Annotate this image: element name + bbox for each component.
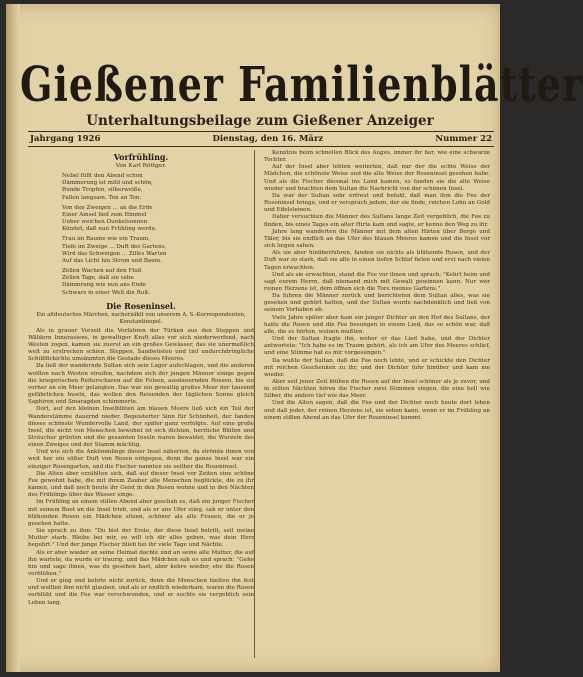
poem-line: Trau im Baume wie ein Traum, — [62, 236, 151, 243]
poem-line: Schwarz in einer Welt die Ruß. — [62, 289, 150, 296]
newspaper-title: Gießener Familienblätter — [20, 56, 583, 113]
poem-line: Zellen Wachen auf den Fluß — [62, 268, 142, 275]
story-paragraph: Aber seit jener Zeit blühen die Rosen auf der Insel schöner als je zuvor, und in stillen Nächten hören die Fischer zwei Stimmen singen, die eine hell wie Silber, die andere tief wie das Meer. — [264, 379, 490, 400]
poem-stanza — [62, 236, 254, 265]
newspaper-subtitle: Unterhaltungsbeilage zum Gießener Anzeiger — [86, 113, 434, 129]
dateline-bar — [28, 131, 494, 147]
story-paragraph: Sie sprach zu ihm: "Du bist der Erste, der diese Insel betritt, seit meine Mutter starb. Bleibe bei mir, so will ich dir alles geben, was dein Herz begehrt." Und der junge Fischer blieb bei ihr viele Tage und Nächte. — [28, 528, 254, 549]
story-paragraph: Und er ging und kehrte nicht zurück, denn die Menschen hielten ihn fest und wollten ihm nicht glauben, und als er endlich wiederkam, waren die Rosen verblüht und die Fee war verschwunden, und er suchte sie vergeblich sein Leben lang. — [28, 578, 254, 606]
story-subtitle: Ein altdeutsches Märchen, nacherzählt von unserem A. S.-Korrespondenten, Konstantinopel. — [36, 311, 246, 325]
story-paragraph: Im Frühling an einem stillen Abend aber geschah es, daß ein junger Fischer mit seinem Boot an die Insel trieb, und als er ans Ufer stieg, sah er unter den blühenden Rosen ein Mädchen sitzen, schöner als alle Frauen, die er je gesehen hatte. — [28, 499, 254, 527]
poem-line: Dämmerung ist mild und schön, — [62, 180, 153, 187]
poem-body — [28, 173, 254, 297]
issue-date: Dienstag, den 16. März — [212, 134, 324, 144]
poem-line: Zellen Tage, daß sie sehe — [62, 275, 134, 282]
poem-author: Von Karl Röttger. — [115, 163, 167, 169]
poem-stanza — [62, 205, 254, 234]
story-paragraph: Viele Jahre später aber kam ein junger Dichter an den Hof des Sultans, der hatte die Rosen und die Fee besungen in einem Lied, das so schön war, daß alle, die es hörten, weinen mußten. — [264, 314, 490, 335]
story-title: Die Roseninsel. — [106, 300, 176, 311]
poem-line: Ueber weichen Dunkelsonnen — [62, 219, 148, 226]
poem-line: Von den Zweigen ... an die Erde — [62, 204, 153, 211]
story-paragraph: Dort, auf den kleinen Inselblüten am blauen Meere ließ sich ein Teil der Wanderstämme dauernd nieder. Begeisterter Sinn für Schönheit, der fanden dieses schönste Wundervolle Land, der später ganz verfolgte. Auf eine große Insel, die nicht von Menschen bewohnt ist sich dichten, herrliche Blüten und Sträucher grünten und die gesamten Inseln waren bewaldet, die Wurzeln des einen Zweiges und der Stamm mächtig. — [28, 406, 254, 449]
poem-line: Tiefe im Zweige ... Duft des Gartens, — [62, 243, 167, 250]
story-paragraph: Da war der Sultan sehr erfreut und befahl, daß man ihm die Fee der Roseninsel bringe, und er versprach jedem, der sie finde, reichen Lohn an Gold und Edelsteinen. — [264, 192, 490, 214]
story-paragraph: Und die Alten sagen, daß die Fee und der Dichter noch heute dort leben und daß jeder, der reinen Herzens ist, sie sehen kann, wenn er im Frühling an einem stillen Abend an das Ufer der Roseninsel kommt. — [264, 400, 490, 421]
story-paragraph: Und wie sich die Ankömmlinge dieser Insel näherten, da strömte ihnen von weit her ein süßer Duft von Rosen entgegen, denn die ganze Insel war ein einziger Rosengarten, und die Fischer nannten sie seither die Roseninsel. — [28, 449, 254, 470]
story-paragraph: Da wußte der Sultan, daß die Fee noch lebte, und er schickte den Dichter mit reichen Geschenken zu ihr, und der Dichter fuhr hinüber und kam nie wieder. — [264, 357, 490, 378]
story-paragraph: Als in grauer Vorzeit die Vorfahren der Türken aus den Steppen und Wäldern Innerasiens, in gewaltiger Kraft alles vor sich niederwerfend, nach Westen zogen, kamen sie zuerst an ein großes Gewässer, das sie unermeßlich weit zu erstrecken schien. Steppen, Sandwüsten und tief undurchdringliche Schilfdickichte umsäumten die Gestade dieses Meeres. — [28, 327, 254, 363]
story-paragraph: Und als sie erwachten, stand die Fee vor ihnen und sprach: "Kehrt heim und sagt eurem Herrn, daß niemand mich mit Gewalt gewinnen kann. Nur wer reinen Herzens ist, dem öffnen sich die Tore meines Gartens." — [264, 271, 490, 292]
poem-stanza — [62, 268, 254, 297]
poem-line: Nebel füllt den Abend schon — [62, 173, 143, 180]
poem-line: Dämmrung wie nun ans Ende — [62, 282, 147, 289]
story-paragraph: Daher versuchten die Männer des Sultans lange Zeit vergeblich, die Fee zu finden, bis eines Tages ein alter Hirte kam und sagte, er kenne den Weg zu ihr. — [264, 214, 490, 228]
left-column — [28, 150, 254, 662]
issue-year: Jahrgang 1926 — [30, 134, 101, 144]
story-paragraph: Als er aber wieder an seine Heimat dachte und an seine alte Mutter, die auf ihn wartete, da wurde er traurig, und das Mädchen sah es und sprach: "Gehe hin und sage ihnen, was du gesehen hast, aber kehre wieder, ehe die Rosen verblühen." — [28, 549, 254, 577]
story-paragraph: Die Alten aber erzählten sich, daß auf dieser Insel vor Zeiten eine schöne Fee gewohnt habe, die mit ihrem Zauber alle Menschen beglückte, die zu ihr kamen, und daß noch heute ihr Geist in den Rosen wohne und in den Nächten des Frühlings über das Wasser singe. — [28, 470, 254, 499]
poem-title: Vorfrühling. — [113, 152, 169, 162]
poem-line: Wird das Schweigen ... Zilles Warten — [62, 250, 167, 257]
story-paragraph: Auf der Insel aber lebten weiterhin, daß nur der die echte Weise der Mädchen, die schönste Weise und die alte Weise der Roseninsel gesehen habe. Und als die Fischer diesmal ins Land kamen, so fanden sie die alte Weise wieder und brachten dem Sultan die Nachricht von der schönen Insel. — [264, 164, 490, 192]
poem-line: Einer Amsel lied zum Himmel — [62, 211, 147, 218]
right-column — [264, 150, 490, 662]
story-text-right — [264, 150, 490, 422]
page-binding-edge — [6, 4, 20, 672]
article-columns — [28, 150, 490, 662]
story-text-left — [28, 328, 254, 607]
poem-line: Auf das Licht hin Strom und Baum. — [62, 257, 162, 264]
story-paragraph: Da fuhren die Männer zurück und berichteten dem Sultan alles, was sie gesehen und gehört hatten, und der Sultan wurde nachdenklich und ließ von seinem Vorhaben ab. — [264, 293, 490, 314]
column-divider — [254, 150, 255, 658]
issue-number: Nummer 22 — [435, 134, 492, 144]
masthead — [20, 56, 583, 129]
poem-line: Fallen langsam. Ton an Ton. — [62, 194, 142, 201]
poem-line: Kündet, daß nun Frühling werde. — [62, 226, 157, 233]
poem-line: Runde Tropfen, silberweiße, — [62, 187, 143, 194]
story-paragraph: Und der Sultan fragte ihn, woher er das Lied habe, und der Dichter antwortete: "Ich habe es im Traum gehört, als ich am Ufer des Meeres schlief, und eine Stimme hat es mir vorgesungen." — [264, 336, 490, 357]
poem-stanza — [62, 173, 254, 202]
story-paragraph: Da ließ der wandernde Sultan sich sein Lager aufschlagen, und die anderen wollten nach Westen streifen, nachdem sich der jungen Männer einige gegen die kriegerischen Reiterscharen auf die Felsen, ausdauernden Rossen, bis sie vorher an ein Meer gelangten. Das war ein gewaltig großes Meer der tausend gefährlichen Inseln, das wollen den Reisenden der täglichen Sonne gleich Saphiren und Smaragden schimmerte. — [28, 363, 254, 406]
story-paragraph: Als sie aber hinüberfuhren, fanden sie nichts als blühende Rosen, und der Duft war so stark, daß sie alle in einen tiefen Schlaf fielen und erst nach vielen Tagen erwachten. — [264, 250, 490, 271]
story-paragraph: Jahre lang wanderten die Männer mit dem alten Hirten über Berge und Täler, bis sie endlich an das Ufer des blauen Meeres kamen und die Insel vor sich liegen sahen. — [264, 228, 490, 250]
story-paragraph: Kenntnis beim schnellen Blick des Auges, immer ihr her, wie eine schwarze Tochter. — [264, 150, 490, 164]
newspaper-page — [6, 4, 583, 672]
